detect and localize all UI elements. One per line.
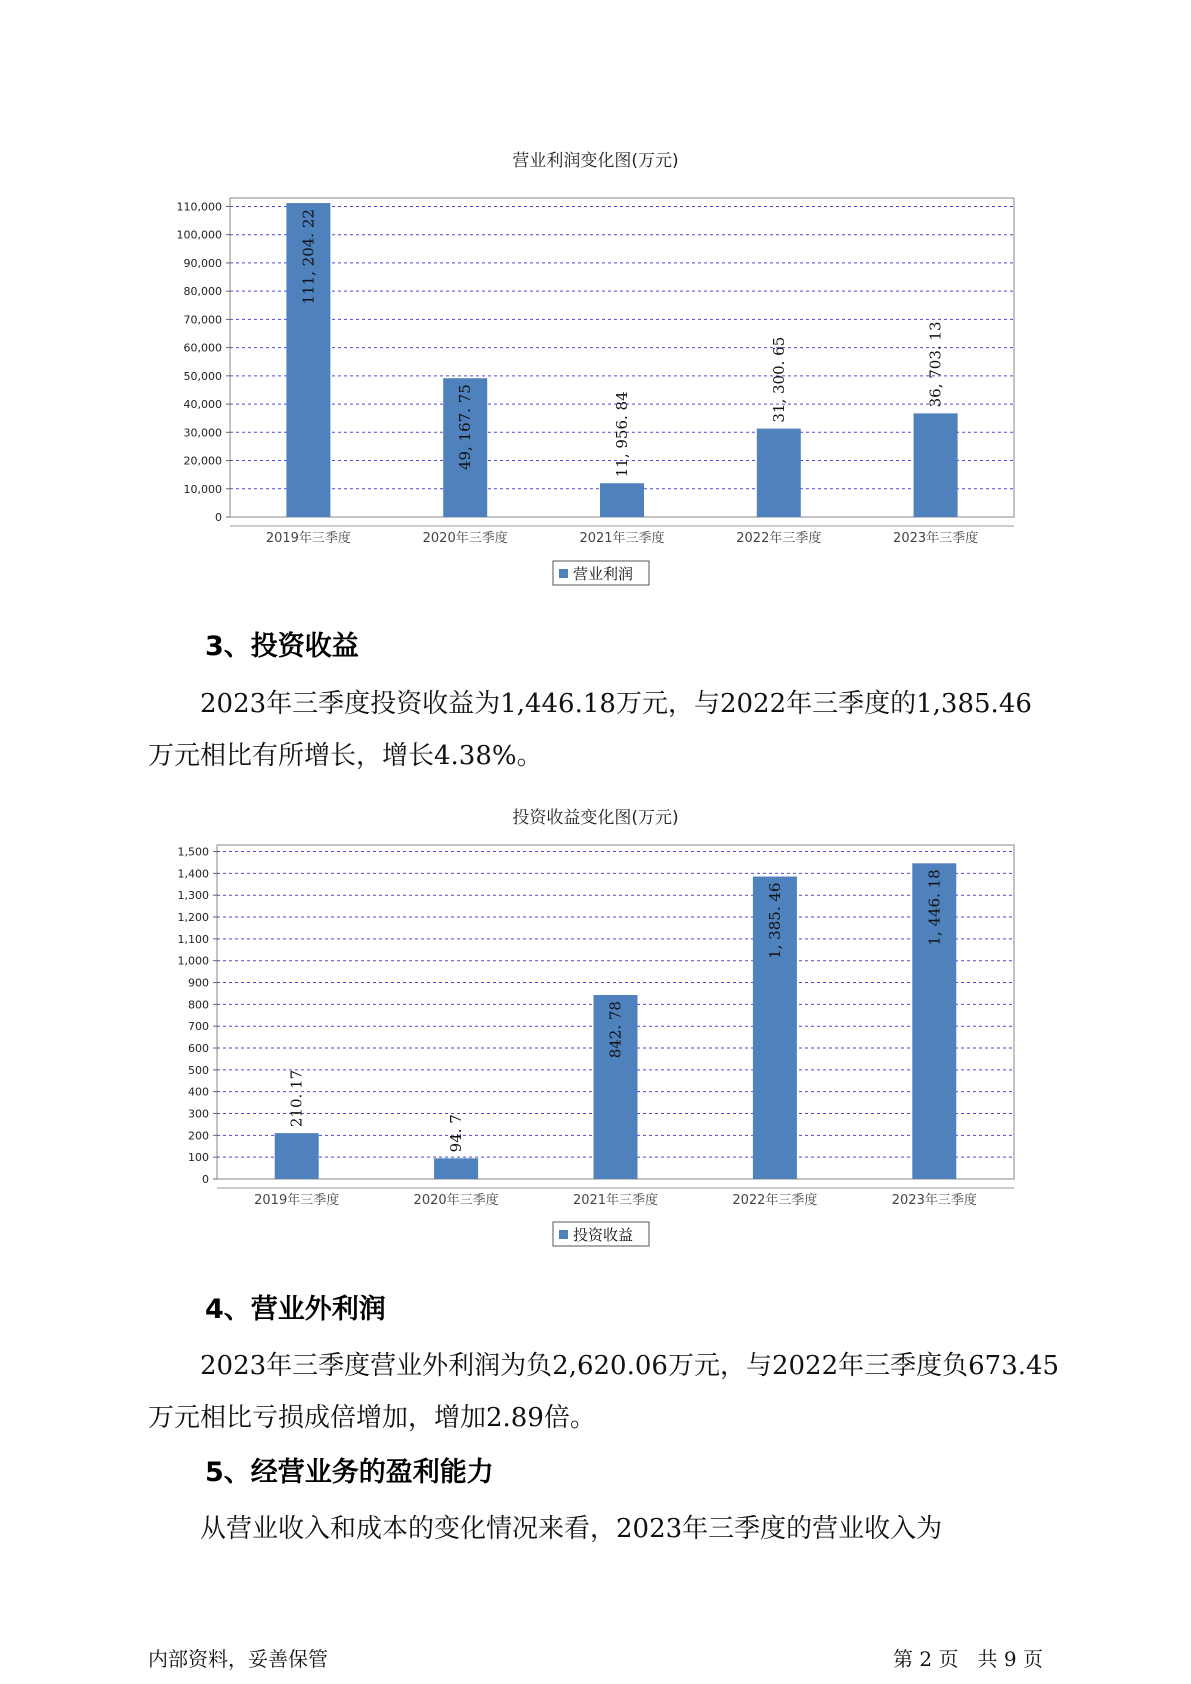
footer-page-number: 第 2 页 共 9 页 xyxy=(893,1647,1043,1671)
y-tick-label: 10,000 xyxy=(183,482,222,496)
x-tick-label: 2023年三季度 xyxy=(891,1193,977,1208)
y-tick-label: 400 xyxy=(188,1085,209,1099)
x-tick-label: 2022年三季度 xyxy=(732,1193,818,1208)
x-tick-label: 2023年三季度 xyxy=(893,531,979,546)
data-label: 11, 956. 84 xyxy=(613,391,631,478)
y-tick-label: 800 xyxy=(188,998,209,1012)
section-3-line-1: 2023年三季度投资收益为1,446.18万元，与2022年三季度的1,385.46 xyxy=(200,689,1032,719)
section-3-heading: 3、投资收益 xyxy=(205,631,359,662)
y-tick-label: 900 xyxy=(188,976,209,990)
x-tick-label: 2021年三季度 xyxy=(572,1193,659,1208)
x-tick-label: 2020年三季度 xyxy=(413,1193,499,1208)
y-tick-label: 70,000 xyxy=(183,313,222,327)
legend-swatch xyxy=(559,1230,568,1239)
y-tick-label: 1,400 xyxy=(177,867,209,881)
data-label: 94. 7 xyxy=(447,1114,466,1153)
bar xyxy=(275,1133,319,1179)
y-tick-label: 1,000 xyxy=(177,954,209,968)
bar xyxy=(914,413,958,517)
data-label: 842. 78 xyxy=(606,1001,625,1059)
y-tick-label: 300 xyxy=(188,1107,209,1121)
section-5-paragraph xyxy=(148,1503,1088,1555)
section-4-line-1: 2023年三季度营业外利润为负2,620.06万元，与2022年三季度负673.45 xyxy=(200,1351,1060,1381)
section-4-paragraph xyxy=(148,1340,1088,1444)
y-tick-label: 1,100 xyxy=(177,932,209,946)
chart1-title: 营业利润变化图(万元) xyxy=(512,151,679,171)
y-tick-label: 30,000 xyxy=(183,426,222,440)
section-5-heading: 5、经营业务的盈利能力 xyxy=(205,1457,494,1488)
x-tick-label: 2019年三季度 xyxy=(265,531,351,546)
legend-label: 营业利润 xyxy=(573,565,634,583)
bar xyxy=(757,429,801,517)
data-label: 1, 385. 46 xyxy=(765,882,784,959)
section-4-heading: 4、营业外利润 xyxy=(205,1294,386,1325)
legend-swatch xyxy=(559,569,568,578)
y-tick-label: 1,200 xyxy=(177,911,209,925)
y-tick-label: 40,000 xyxy=(183,398,222,412)
y-tick-label: 500 xyxy=(188,1063,209,1077)
y-tick-label: 200 xyxy=(188,1129,209,1143)
data-label: 210. 17 xyxy=(287,1069,306,1128)
section-5-line-1: 从营业收入和成本的变化情况来看，2023年三季度的营业收入为 xyxy=(200,1514,943,1544)
data-label: 111, 204. 22 xyxy=(299,209,318,305)
y-tick-label: 600 xyxy=(188,1042,209,1056)
y-tick-label: 0 xyxy=(202,1173,209,1186)
y-tick-label: 1,300 xyxy=(177,889,209,903)
y-tick-label: 50,000 xyxy=(183,369,222,383)
data-label: 1, 446. 18 xyxy=(925,869,944,946)
investment-income-chart xyxy=(0,830,1191,1290)
bar xyxy=(600,483,644,517)
y-tick-label: 0 xyxy=(215,511,222,524)
chart2-title: 投资收益变化图(万元) xyxy=(512,808,679,828)
y-tick-label: 100,000 xyxy=(176,228,222,242)
y-tick-label: 700 xyxy=(188,1020,209,1034)
data-label: 49, 167. 75 xyxy=(456,384,475,471)
y-tick-label: 90,000 xyxy=(183,256,222,270)
footer-left: 内部资料，妥善保管 xyxy=(148,1647,328,1671)
section-4-line-2: 万元相比亏损成倍增加，增加2.89倍。 xyxy=(148,1403,596,1433)
section-3-paragraph xyxy=(148,678,1088,782)
section-3-line-2: 万元相比有所增长，增长4.38%。 xyxy=(148,741,543,771)
bar xyxy=(434,1158,478,1179)
data-label: 36, 703. 13 xyxy=(926,321,945,408)
y-tick-label: 110,000 xyxy=(176,200,222,214)
y-tick-label: 60,000 xyxy=(183,341,222,355)
x-tick-label: 2021年三季度 xyxy=(579,531,665,546)
y-tick-label: 1,500 xyxy=(177,845,209,859)
data-label: 31, 300. 65 xyxy=(769,336,788,423)
operating-profit-chart xyxy=(0,140,1191,600)
x-tick-label: 2022年三季度 xyxy=(736,531,822,546)
y-tick-label: 80,000 xyxy=(183,285,222,299)
y-tick-label: 100 xyxy=(188,1151,209,1165)
legend-label: 投资收益 xyxy=(573,1226,634,1244)
x-tick-label: 2019年三季度 xyxy=(254,1193,340,1208)
x-tick-label: 2020年三季度 xyxy=(422,531,508,546)
y-tick-label: 20,000 xyxy=(183,454,222,468)
